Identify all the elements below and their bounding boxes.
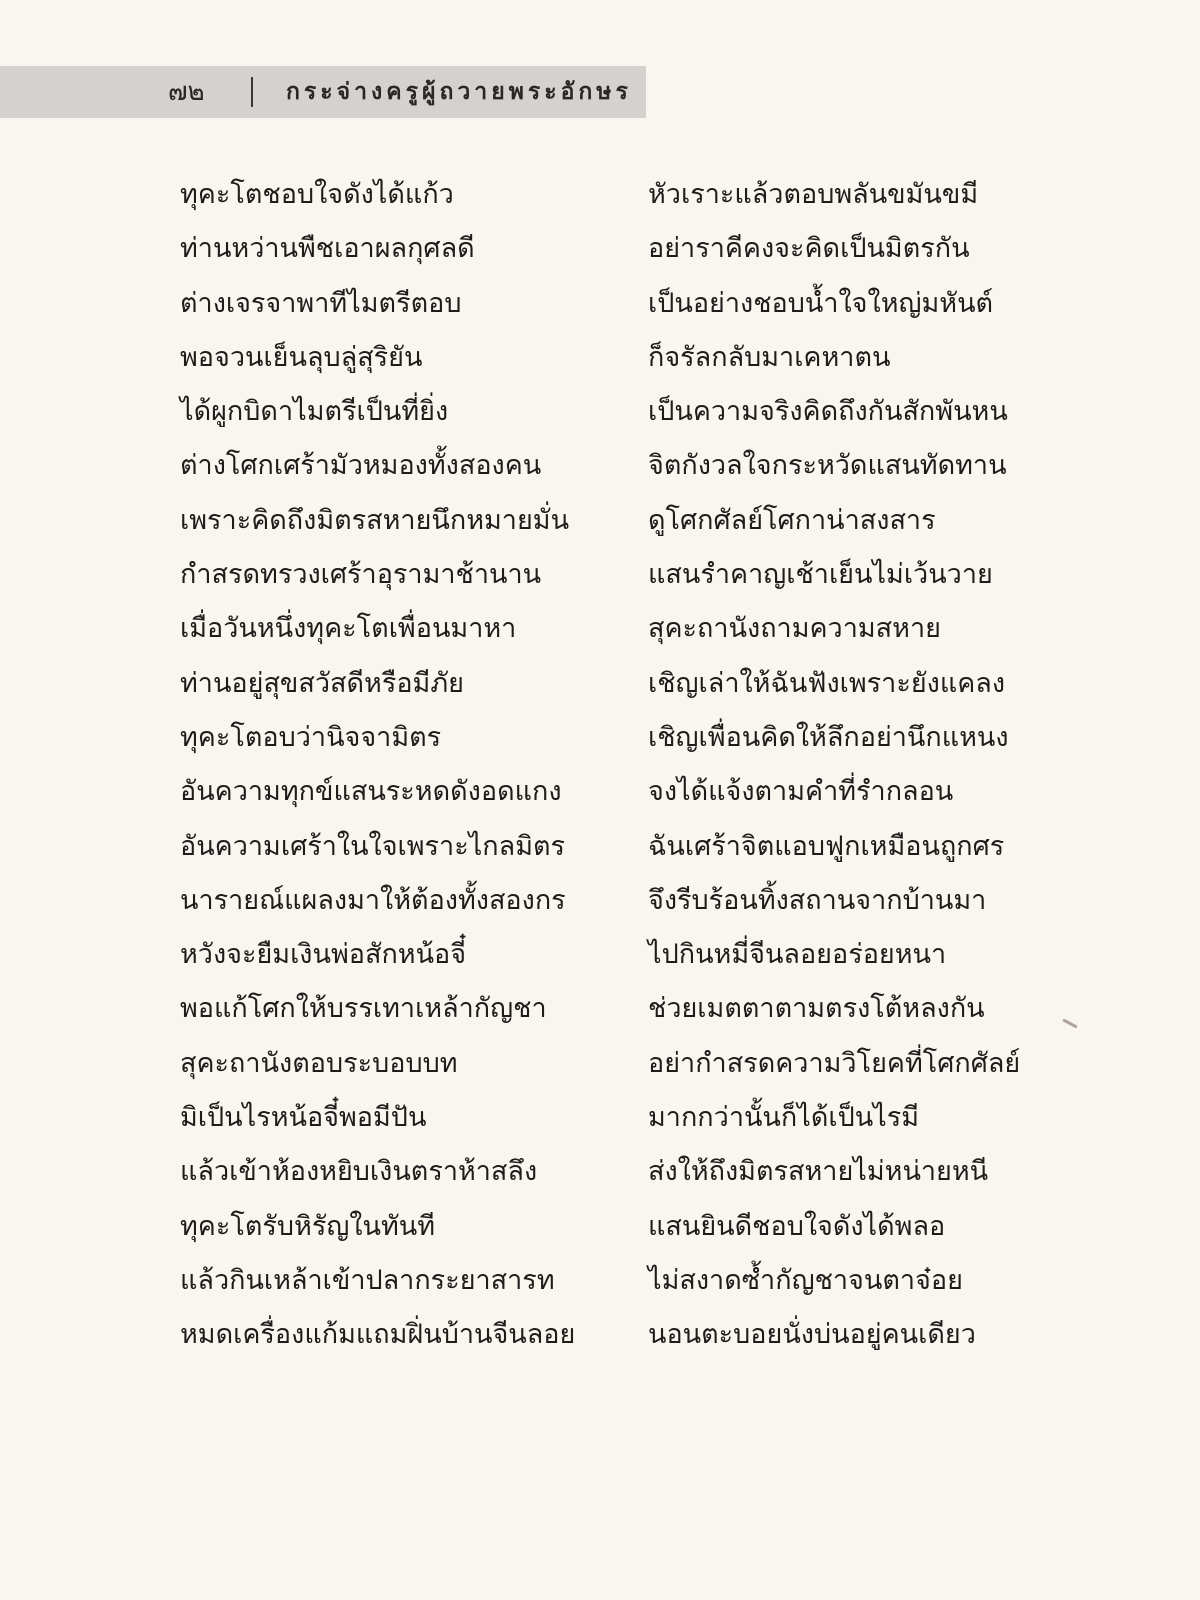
verse-line: อย่ากำสรดความวิโยคที่โศกศัลย์ [648, 1047, 1021, 1079]
verse-line: ทุคะโตอบว่านิจจามิตร [180, 721, 442, 753]
verse-line: เพราะคิดถึงมิตรสหายนึกหมายมั่น [180, 504, 570, 536]
verse-line: แสนยินดีชอบใจดังได้พลอ [648, 1210, 946, 1242]
running-title: กระจ่างครูผู้ถวายพระอักษร [286, 79, 632, 105]
verse-line: พอแก้โศกให้บรรเทาเหล้ากัญชา [180, 993, 547, 1025]
verse-line: ได้ผูกบิดาไมตรีเป็นที่ยิ่ง [180, 396, 449, 428]
page-number: ๗๒ [168, 77, 205, 107]
verse-line: เชิญเล่าให้ฉันฟังเพราะยังแคลง [648, 667, 1006, 699]
verse-line: หวังจะยืมเงินพ่อสักหน้อจี๋ [180, 939, 467, 971]
verse-line: จงได้แจ้งตามคำที่รำกลอน [648, 776, 954, 808]
verse-line: นอนตะบอยนั่งบ่นอยู่คนเดียว [648, 1319, 976, 1351]
verse-line: ทุคะโตชอบใจดังได้แก้ว [180, 179, 454, 210]
verse-line: พอจวนเย็นลุบลู่สุริยัน [180, 341, 423, 373]
verse-line: ต่างเจรจาพาทีไมตรีตอบ [180, 287, 462, 319]
verse-line: อันความเศร้าในใจเพราะไกลมิตร [180, 830, 566, 862]
verse-line: เป็นความจริงคิดถึงกันสักพันหน [648, 396, 1008, 428]
verse-line: เชิญเพื่อนคิดให้ลึกอย่านึกแหนง [648, 721, 1009, 753]
verse-line: สุคะถานังถามความสหาย [648, 613, 941, 645]
verse-line: เป็นอย่างชอบน้ำใจใหญ่มหันต์ [648, 287, 994, 319]
verse-line: แล้วเข้าห้องหยิบเงินตราห้าสลึง [180, 1156, 538, 1188]
verse-line: จึงรีบร้อนทิ้งสถานจากบ้านมา [648, 884, 987, 916]
verse-line: สุคะถานังตอบระบอบบท [180, 1047, 458, 1079]
verse-line: ไปกินหมี่จีนลอยอร่อยหนา [648, 939, 947, 971]
verse-line: จิตกังวลใจกระหวัดแสนทัดทาน [648, 450, 1007, 482]
verse-line: แล้วกินเหล้าเข้าปลากระยาสารท [180, 1264, 555, 1296]
verse-line: มิเป็นไรหน้อจี๋พอมีปัน [180, 1102, 427, 1134]
verse-line: ท่านหว่านพืชเอาผลกุศลดี [180, 233, 475, 265]
verse-column-right [648, 168, 1068, 1363]
verse-line: เมื่อวันหนึ่งทุคะโตเพื่อนมาหา [180, 613, 517, 645]
verse-line: ไม่สงาดซ้ำกัญชาจนตาจ๋อย [648, 1264, 963, 1296]
verse-line: กำสรดทรวงเศร้าอุรามาช้านาน [180, 559, 542, 591]
verse-line: ทุคะโตรับหิรัญในทันที [180, 1210, 436, 1242]
verse-line: ท่านอยู่สุขสวัสดีหรือมีภัย [180, 667, 464, 699]
verse-line: อย่าราคีคงจะคิดเป็นมิตรกัน [648, 233, 970, 265]
verse-line: หมดเครื่องแก้มแถมฝิ่นบ้านจีนลอย [180, 1319, 576, 1351]
verse-line: ต่างโศกเศร้ามัวหมองทั้งสองคน [180, 450, 542, 482]
verse-column-left [180, 168, 630, 1363]
verse-line: ช่วยเมตตาตามตรงโต้หลงกัน [648, 993, 985, 1025]
verse-line: มากกว่านั้นก็ได้เป็นไรมี [648, 1102, 920, 1134]
header-divider [251, 77, 253, 107]
verse-line: ดูโศกศัลย์โศกาน่าสงสาร [648, 504, 936, 536]
verse-line: อันความทุกข์แสนระหดดังอดแกง [180, 776, 562, 808]
verse-line: หัวเราะแล้วตอบพลันขมันขมี [648, 179, 979, 210]
verse-line: แสนรำคาญเช้าเย็นไม่เว้นวาย [648, 559, 993, 591]
verse-line: ก็จรัลกลับมาเคหาตน [648, 341, 891, 373]
verse-line: ส่งให้ถึงมิตรสหายไม่หน่ายหนี [648, 1156, 989, 1188]
verse-line: นารายณ์แผลงมาให้ต้องทั้งสองกร [180, 884, 566, 916]
verse-line: ฉันเศร้าจิตแอบฟูกเหมือนถูกศร [648, 830, 1005, 862]
